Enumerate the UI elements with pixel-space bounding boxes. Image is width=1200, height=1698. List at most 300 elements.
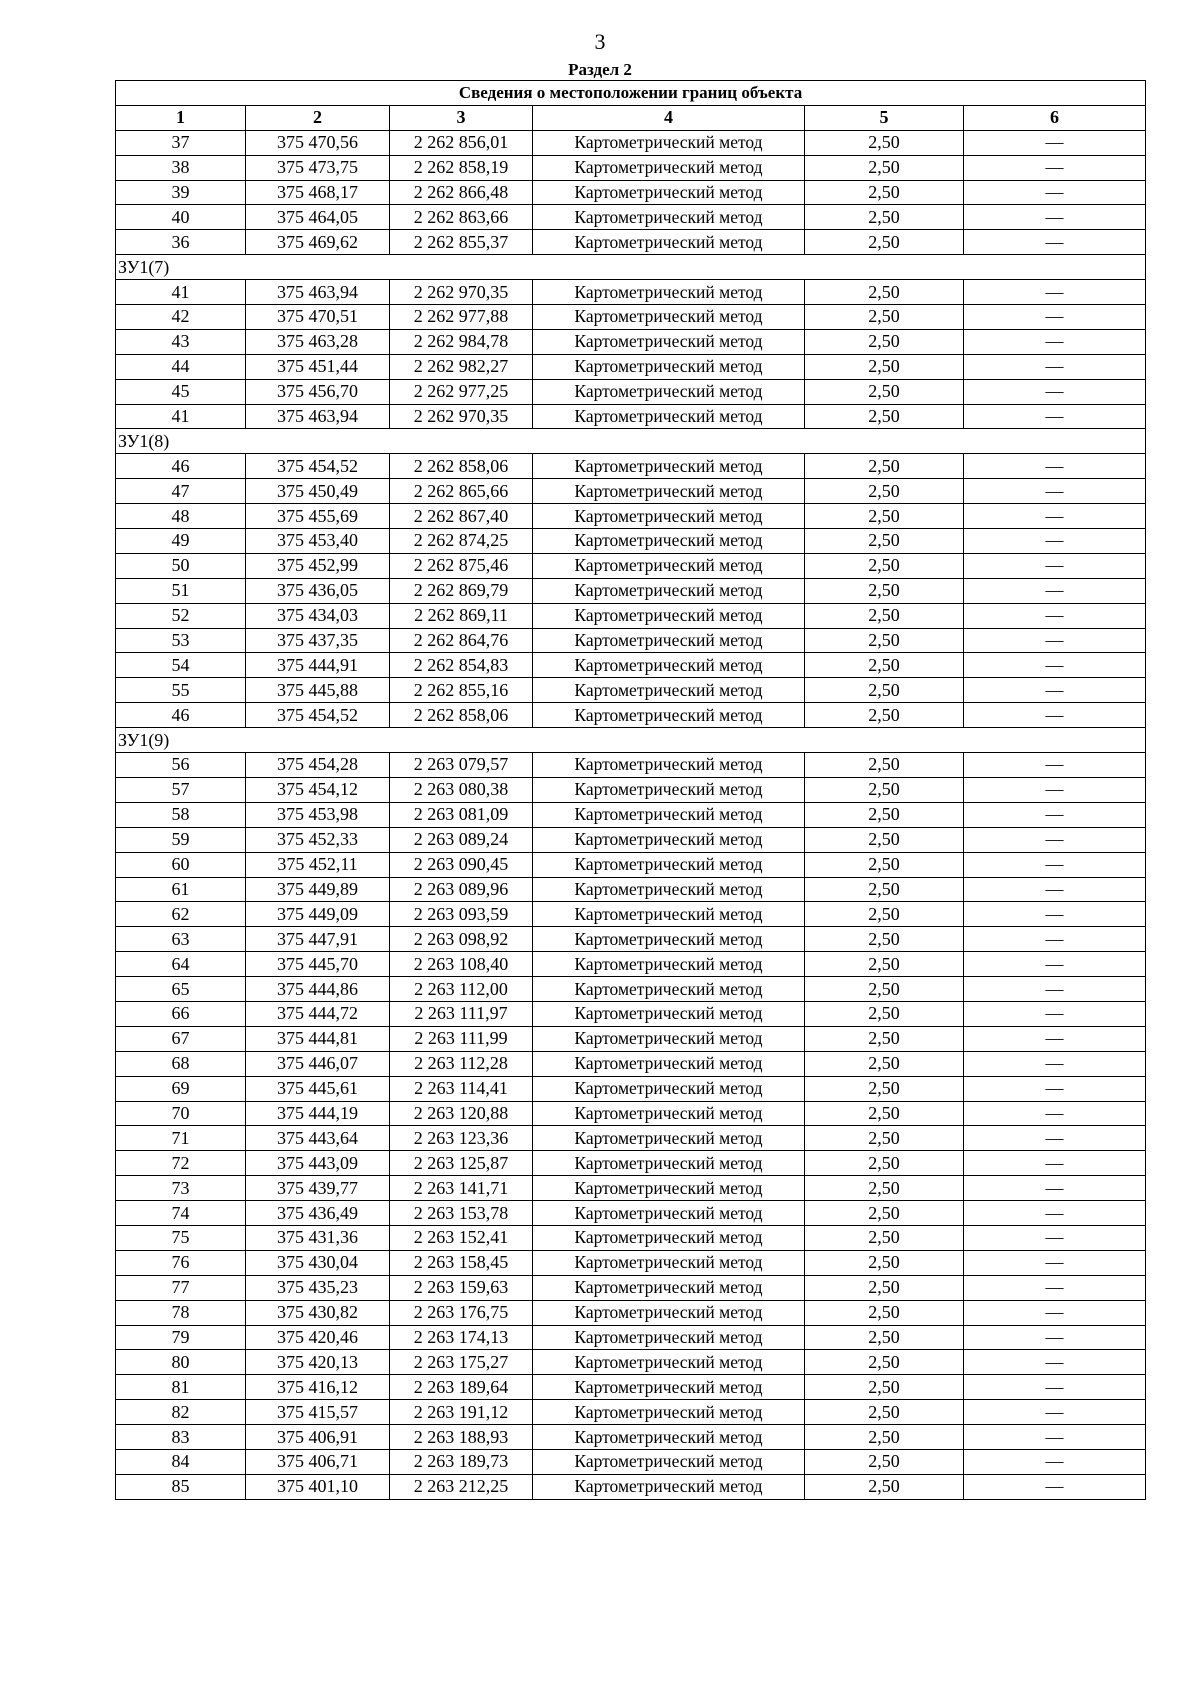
- table-row: [116, 1375, 1146, 1400]
- table-row: [116, 329, 1146, 354]
- cell-method: Картометрический метод: [533, 1225, 805, 1250]
- cell-x: 375 444,81: [246, 1026, 390, 1051]
- cell-x: 375 445,88: [246, 678, 390, 703]
- table-row: [116, 1275, 1146, 1300]
- cell-x: 375 436,05: [246, 578, 390, 603]
- cell-x: 375 430,82: [246, 1300, 390, 1325]
- column-header: 5: [805, 105, 964, 130]
- table-row: [116, 379, 1146, 404]
- cell-accuracy: 2,50: [805, 529, 964, 554]
- cell-accuracy: 2,50: [805, 1026, 964, 1051]
- cell-point: 50: [116, 553, 246, 578]
- cell-y: 2 262 856,01: [390, 130, 533, 155]
- cell-method: Картометрический метод: [533, 404, 805, 429]
- cell-point: 47: [116, 479, 246, 504]
- cell-accuracy: 2,50: [805, 1375, 964, 1400]
- table-caption: Сведения о местоположении границ объекта: [116, 81, 1146, 106]
- table-body: [116, 81, 1146, 1500]
- cell-y: 2 262 977,88: [390, 305, 533, 330]
- cell-accuracy: 2,50: [805, 902, 964, 927]
- cell-y: 2 262 854,83: [390, 653, 533, 678]
- cell-point: 46: [116, 703, 246, 728]
- cell-x: 375 406,71: [246, 1449, 390, 1474]
- cell-method: Картометрический метод: [533, 1101, 805, 1126]
- cell-point: 61: [116, 877, 246, 902]
- cell-method: Картометрический метод: [533, 1126, 805, 1151]
- table-row: [116, 1001, 1146, 1026]
- table-row: [116, 155, 1146, 180]
- cell-y: 2 262 858,06: [390, 703, 533, 728]
- table-row: [116, 230, 1146, 255]
- cell-accuracy: 2,50: [805, 1275, 964, 1300]
- cell-x: 375 406,91: [246, 1425, 390, 1450]
- table-row: [116, 802, 1146, 827]
- cell-y: 2 263 189,64: [390, 1375, 533, 1400]
- cell-x: 375 444,91: [246, 653, 390, 678]
- table-row: [116, 703, 1146, 728]
- cell-x: 375 468,17: [246, 180, 390, 205]
- cell-x: 375 463,94: [246, 280, 390, 305]
- cell-note: —: [964, 1350, 1146, 1375]
- cell-note: —: [964, 827, 1146, 852]
- cell-y: 2 263 189,73: [390, 1449, 533, 1474]
- cell-method: Картометрический метод: [533, 305, 805, 330]
- cell-y: 2 263 111,99: [390, 1026, 533, 1051]
- cell-point: 57: [116, 777, 246, 802]
- cell-note: —: [964, 653, 1146, 678]
- cell-accuracy: 2,50: [805, 1001, 964, 1026]
- cell-method: Картометрический метод: [533, 877, 805, 902]
- cell-x: 375 443,09: [246, 1151, 390, 1176]
- cell-point: 41: [116, 404, 246, 429]
- cell-note: —: [964, 379, 1146, 404]
- cell-method: Картометрический метод: [533, 1026, 805, 1051]
- cell-note: —: [964, 479, 1146, 504]
- cell-x: 375 416,12: [246, 1375, 390, 1400]
- cell-method: Картометрический метод: [533, 1350, 805, 1375]
- cell-x: 375 437,35: [246, 628, 390, 653]
- cell-method: Картометрический метод: [533, 155, 805, 180]
- table-row: [116, 1300, 1146, 1325]
- cell-note: —: [964, 628, 1146, 653]
- cell-note: —: [964, 329, 1146, 354]
- cell-y: 2 263 112,28: [390, 1051, 533, 1076]
- table-row: [116, 130, 1146, 155]
- cell-method: Картометрический метод: [533, 1201, 805, 1226]
- cell-accuracy: 2,50: [805, 1225, 964, 1250]
- cell-point: 53: [116, 628, 246, 653]
- cell-x: 375 453,40: [246, 529, 390, 554]
- cell-point: 44: [116, 354, 246, 379]
- cell-point: 84: [116, 1449, 246, 1474]
- cell-method: Картометрический метод: [533, 180, 805, 205]
- cell-note: —: [964, 305, 1146, 330]
- cell-method: Картометрический метод: [533, 230, 805, 255]
- cell-point: 80: [116, 1350, 246, 1375]
- cell-y: 2 263 153,78: [390, 1201, 533, 1226]
- cell-x: 375 447,91: [246, 927, 390, 952]
- cell-method: Картометрический метод: [533, 1250, 805, 1275]
- table-row: [116, 180, 1146, 205]
- cell-method: Картометрический метод: [533, 1076, 805, 1101]
- cell-note: —: [964, 877, 1146, 902]
- cell-note: —: [964, 1076, 1146, 1101]
- cell-note: —: [964, 1001, 1146, 1026]
- table-row: [116, 653, 1146, 678]
- cell-method: Картометрический метод: [533, 628, 805, 653]
- table-row: [116, 1350, 1146, 1375]
- cell-y: 2 262 865,66: [390, 479, 533, 504]
- cell-y: 2 263 120,88: [390, 1101, 533, 1126]
- cell-y: 2 262 858,19: [390, 155, 533, 180]
- cell-method: Картометрический метод: [533, 329, 805, 354]
- cell-note: —: [964, 280, 1146, 305]
- table-row: [116, 280, 1146, 305]
- cell-x: 375 452,11: [246, 852, 390, 877]
- cell-accuracy: 2,50: [805, 155, 964, 180]
- table-row: [116, 1225, 1146, 1250]
- table-row: [116, 1101, 1146, 1126]
- cell-x: 375 473,75: [246, 155, 390, 180]
- table-row: [116, 1250, 1146, 1275]
- cell-x: 375 431,36: [246, 1225, 390, 1250]
- table-row: [116, 1400, 1146, 1425]
- cell-x: 375 401,10: [246, 1474, 390, 1499]
- cell-note: —: [964, 1051, 1146, 1076]
- cell-note: —: [964, 1026, 1146, 1051]
- column-header: 4: [533, 105, 805, 130]
- cell-y: 2 263 158,45: [390, 1250, 533, 1275]
- cell-note: —: [964, 180, 1146, 205]
- cell-y: 2 263 079,57: [390, 753, 533, 778]
- cell-accuracy: 2,50: [805, 130, 964, 155]
- cell-point: 48: [116, 504, 246, 529]
- cell-accuracy: 2,50: [805, 479, 964, 504]
- cell-method: Картометрический метод: [533, 1176, 805, 1201]
- cell-note: —: [964, 802, 1146, 827]
- cell-accuracy: 2,50: [805, 802, 964, 827]
- cell-x: 375 444,19: [246, 1101, 390, 1126]
- cell-accuracy: 2,50: [805, 1425, 964, 1450]
- cell-x: 375 415,57: [246, 1400, 390, 1425]
- cell-x: 375 456,70: [246, 379, 390, 404]
- group-label: ЗУ1(8): [116, 429, 1146, 454]
- cell-note: —: [964, 130, 1146, 155]
- cell-y: 2 262 864,76: [390, 628, 533, 653]
- cell-y: 2 263 108,40: [390, 952, 533, 977]
- cell-method: Картометрический метод: [533, 205, 805, 230]
- cell-y: 2 262 874,25: [390, 529, 533, 554]
- cell-accuracy: 2,50: [805, 305, 964, 330]
- cell-point: 68: [116, 1051, 246, 1076]
- cell-y: 2 263 159,63: [390, 1275, 533, 1300]
- table-row: [116, 354, 1146, 379]
- cell-y: 2 263 175,27: [390, 1350, 533, 1375]
- cell-y: 2 262 867,40: [390, 504, 533, 529]
- table-row: [116, 1151, 1146, 1176]
- cell-note: —: [964, 977, 1146, 1002]
- cell-note: —: [964, 1375, 1146, 1400]
- cell-point: 77: [116, 1275, 246, 1300]
- cell-x: 375 454,28: [246, 753, 390, 778]
- cell-note: —: [964, 230, 1146, 255]
- cell-method: Картометрический метод: [533, 354, 805, 379]
- cell-method: Картометрический метод: [533, 529, 805, 554]
- cell-note: —: [964, 1201, 1146, 1226]
- section-title: Раздел 2: [568, 60, 632, 79]
- cell-note: —: [964, 1151, 1146, 1176]
- cell-note: —: [964, 1101, 1146, 1126]
- table-row: [116, 1425, 1146, 1450]
- cell-point: 56: [116, 753, 246, 778]
- cell-method: Картометрический метод: [533, 504, 805, 529]
- cell-accuracy: 2,50: [805, 280, 964, 305]
- cell-x: 375 452,99: [246, 553, 390, 578]
- cell-accuracy: 2,50: [805, 329, 964, 354]
- cell-x: 375 445,70: [246, 952, 390, 977]
- cell-note: —: [964, 529, 1146, 554]
- table-row: [116, 404, 1146, 429]
- cell-point: 69: [116, 1076, 246, 1101]
- table-row: [116, 827, 1146, 852]
- cell-method: Картометрический метод: [533, 379, 805, 404]
- table-row: [116, 1325, 1146, 1350]
- cell-point: 41: [116, 280, 246, 305]
- cell-y: 2 263 174,13: [390, 1325, 533, 1350]
- cell-note: —: [964, 1449, 1146, 1474]
- table-row: [116, 529, 1146, 554]
- cell-accuracy: 2,50: [805, 877, 964, 902]
- cell-x: 375 449,09: [246, 902, 390, 927]
- cell-y: 2 262 855,16: [390, 678, 533, 703]
- cell-point: 40: [116, 205, 246, 230]
- cell-accuracy: 2,50: [805, 1201, 964, 1226]
- cell-note: —: [964, 578, 1146, 603]
- table-row: [116, 479, 1146, 504]
- cell-y: 2 262 869,79: [390, 578, 533, 603]
- cell-point: 42: [116, 305, 246, 330]
- group-row: [116, 429, 1146, 454]
- cell-point: 66: [116, 1001, 246, 1026]
- cell-method: Картометрический метод: [533, 977, 805, 1002]
- cell-accuracy: 2,50: [805, 1400, 964, 1425]
- cell-point: 78: [116, 1300, 246, 1325]
- cell-note: —: [964, 354, 1146, 379]
- cell-note: —: [964, 205, 1146, 230]
- cell-y: 2 263 141,71: [390, 1176, 533, 1201]
- cell-x: 375 450,49: [246, 479, 390, 504]
- cell-y: 2 262 875,46: [390, 553, 533, 578]
- column-header: 6: [964, 105, 1146, 130]
- cell-point: 70: [116, 1101, 246, 1126]
- cell-accuracy: 2,50: [805, 678, 964, 703]
- table-row: [116, 1026, 1146, 1051]
- cell-accuracy: 2,50: [805, 1101, 964, 1126]
- cell-point: 82: [116, 1400, 246, 1425]
- cell-y: 2 262 855,37: [390, 230, 533, 255]
- cell-point: 46: [116, 454, 246, 479]
- cell-accuracy: 2,50: [805, 603, 964, 628]
- cell-x: 375 444,72: [246, 1001, 390, 1026]
- cell-point: 73: [116, 1176, 246, 1201]
- cell-note: —: [964, 927, 1146, 952]
- cell-method: Картометрический метод: [533, 1375, 805, 1400]
- cell-note: —: [964, 1176, 1146, 1201]
- group-label: ЗУ1(9): [116, 728, 1146, 753]
- table-row: [116, 1051, 1146, 1076]
- cell-accuracy: 2,50: [805, 927, 964, 952]
- cell-x: 375 434,03: [246, 603, 390, 628]
- cell-x: 375 454,52: [246, 703, 390, 728]
- cell-method: Картометрический метод: [533, 280, 805, 305]
- table-row: [116, 454, 1146, 479]
- cell-accuracy: 2,50: [805, 180, 964, 205]
- cell-x: 375 436,49: [246, 1201, 390, 1226]
- cell-y: 2 262 970,35: [390, 404, 533, 429]
- cell-point: 79: [116, 1325, 246, 1350]
- cell-y: 2 262 866,48: [390, 180, 533, 205]
- cell-x: 375 420,46: [246, 1325, 390, 1350]
- cell-method: Картометрический метод: [533, 753, 805, 778]
- cell-point: 64: [116, 952, 246, 977]
- cell-method: Картометрический метод: [533, 603, 805, 628]
- column-header: 2: [246, 105, 390, 130]
- table-row: [116, 1449, 1146, 1474]
- cell-method: Картометрический метод: [533, 1001, 805, 1026]
- cell-method: Картометрический метод: [533, 1400, 805, 1425]
- cell-accuracy: 2,50: [805, 379, 964, 404]
- cell-y: 2 263 176,75: [390, 1300, 533, 1325]
- column-header: 3: [390, 105, 533, 130]
- cell-point: 59: [116, 827, 246, 852]
- cell-y: 2 263 191,12: [390, 1400, 533, 1425]
- cell-accuracy: 2,50: [805, 1076, 964, 1101]
- cell-method: Картометрический метод: [533, 578, 805, 603]
- cell-x: 375 446,07: [246, 1051, 390, 1076]
- cell-x: 375 454,52: [246, 454, 390, 479]
- table-row: [116, 578, 1146, 603]
- table-row: [116, 902, 1146, 927]
- cell-accuracy: 2,50: [805, 504, 964, 529]
- cell-x: 375 452,33: [246, 827, 390, 852]
- cell-accuracy: 2,50: [805, 230, 964, 255]
- table-caption-row: [116, 81, 1146, 106]
- cell-accuracy: 2,50: [805, 777, 964, 802]
- cell-method: Картометрический метод: [533, 703, 805, 728]
- cell-point: 43: [116, 329, 246, 354]
- table-row: [116, 977, 1146, 1002]
- cell-note: —: [964, 1275, 1146, 1300]
- cell-y: 2 263 080,38: [390, 777, 533, 802]
- cell-y: 2 263 093,59: [390, 902, 533, 927]
- cell-note: —: [964, 454, 1146, 479]
- cell-accuracy: 2,50: [805, 653, 964, 678]
- cell-note: —: [964, 703, 1146, 728]
- cell-x: 375 430,04: [246, 1250, 390, 1275]
- cell-note: —: [964, 952, 1146, 977]
- cell-y: 2 262 984,78: [390, 329, 533, 354]
- table-row: [116, 205, 1146, 230]
- cell-accuracy: 2,50: [805, 1151, 964, 1176]
- cell-accuracy: 2,50: [805, 1350, 964, 1375]
- cell-method: Картометрический метод: [533, 827, 805, 852]
- table-header-row: [116, 105, 1146, 130]
- cell-point: 37: [116, 130, 246, 155]
- page-number: 3: [594, 29, 606, 54]
- table-row: [116, 603, 1146, 628]
- cell-point: 67: [116, 1026, 246, 1051]
- cell-note: —: [964, 1300, 1146, 1325]
- cell-note: —: [964, 1474, 1146, 1499]
- cell-accuracy: 2,50: [805, 753, 964, 778]
- cell-note: —: [964, 1400, 1146, 1425]
- cell-y: 2 263 111,97: [390, 1001, 533, 1026]
- cell-point: 54: [116, 653, 246, 678]
- cell-point: 62: [116, 902, 246, 927]
- group-row: [116, 255, 1146, 280]
- table-row: [116, 877, 1146, 902]
- cell-point: 39: [116, 180, 246, 205]
- table-row: [116, 504, 1146, 529]
- cell-accuracy: 2,50: [805, 1449, 964, 1474]
- cell-accuracy: 2,50: [805, 1325, 964, 1350]
- group-label: ЗУ1(7): [116, 255, 1146, 280]
- cell-method: Картометрический метод: [533, 1151, 805, 1176]
- cell-accuracy: 2,50: [805, 703, 964, 728]
- cell-x: 375 449,89: [246, 877, 390, 902]
- cell-point: 55: [116, 678, 246, 703]
- cell-x: 375 463,94: [246, 404, 390, 429]
- cell-x: 375 444,86: [246, 977, 390, 1002]
- cell-method: Картометрический метод: [533, 927, 805, 952]
- cell-point: 71: [116, 1126, 246, 1151]
- cell-y: 2 263 089,96: [390, 877, 533, 902]
- cell-y: 2 263 114,41: [390, 1076, 533, 1101]
- table-row: [116, 1474, 1146, 1499]
- cell-accuracy: 2,50: [805, 1051, 964, 1076]
- cell-point: 58: [116, 802, 246, 827]
- cell-y: 2 262 977,25: [390, 379, 533, 404]
- cell-point: 38: [116, 155, 246, 180]
- cell-point: 74: [116, 1201, 246, 1226]
- cell-method: Картометрический метод: [533, 653, 805, 678]
- cell-x: 375 443,64: [246, 1126, 390, 1151]
- cell-method: Картометрический метод: [533, 553, 805, 578]
- cell-x: 375 445,61: [246, 1076, 390, 1101]
- cell-x: 375 470,56: [246, 130, 390, 155]
- cell-x: 375 435,23: [246, 1275, 390, 1300]
- cell-accuracy: 2,50: [805, 1176, 964, 1201]
- cell-point: 76: [116, 1250, 246, 1275]
- cell-note: —: [964, 1225, 1146, 1250]
- cell-accuracy: 2,50: [805, 827, 964, 852]
- cell-accuracy: 2,50: [805, 952, 964, 977]
- cell-note: —: [964, 1425, 1146, 1450]
- cell-point: 83: [116, 1425, 246, 1450]
- cell-method: Картометрический метод: [533, 1300, 805, 1325]
- cell-accuracy: 2,50: [805, 354, 964, 379]
- cell-y: 2 263 090,45: [390, 852, 533, 877]
- cell-x: 375 470,51: [246, 305, 390, 330]
- cell-method: Картометрический метод: [533, 952, 805, 977]
- cell-accuracy: 2,50: [805, 205, 964, 230]
- cell-point: 45: [116, 379, 246, 404]
- cell-y: 2 263 212,25: [390, 1474, 533, 1499]
- cell-point: 49: [116, 529, 246, 554]
- cell-y: 2 262 858,06: [390, 454, 533, 479]
- cell-accuracy: 2,50: [805, 404, 964, 429]
- table-row: [116, 952, 1146, 977]
